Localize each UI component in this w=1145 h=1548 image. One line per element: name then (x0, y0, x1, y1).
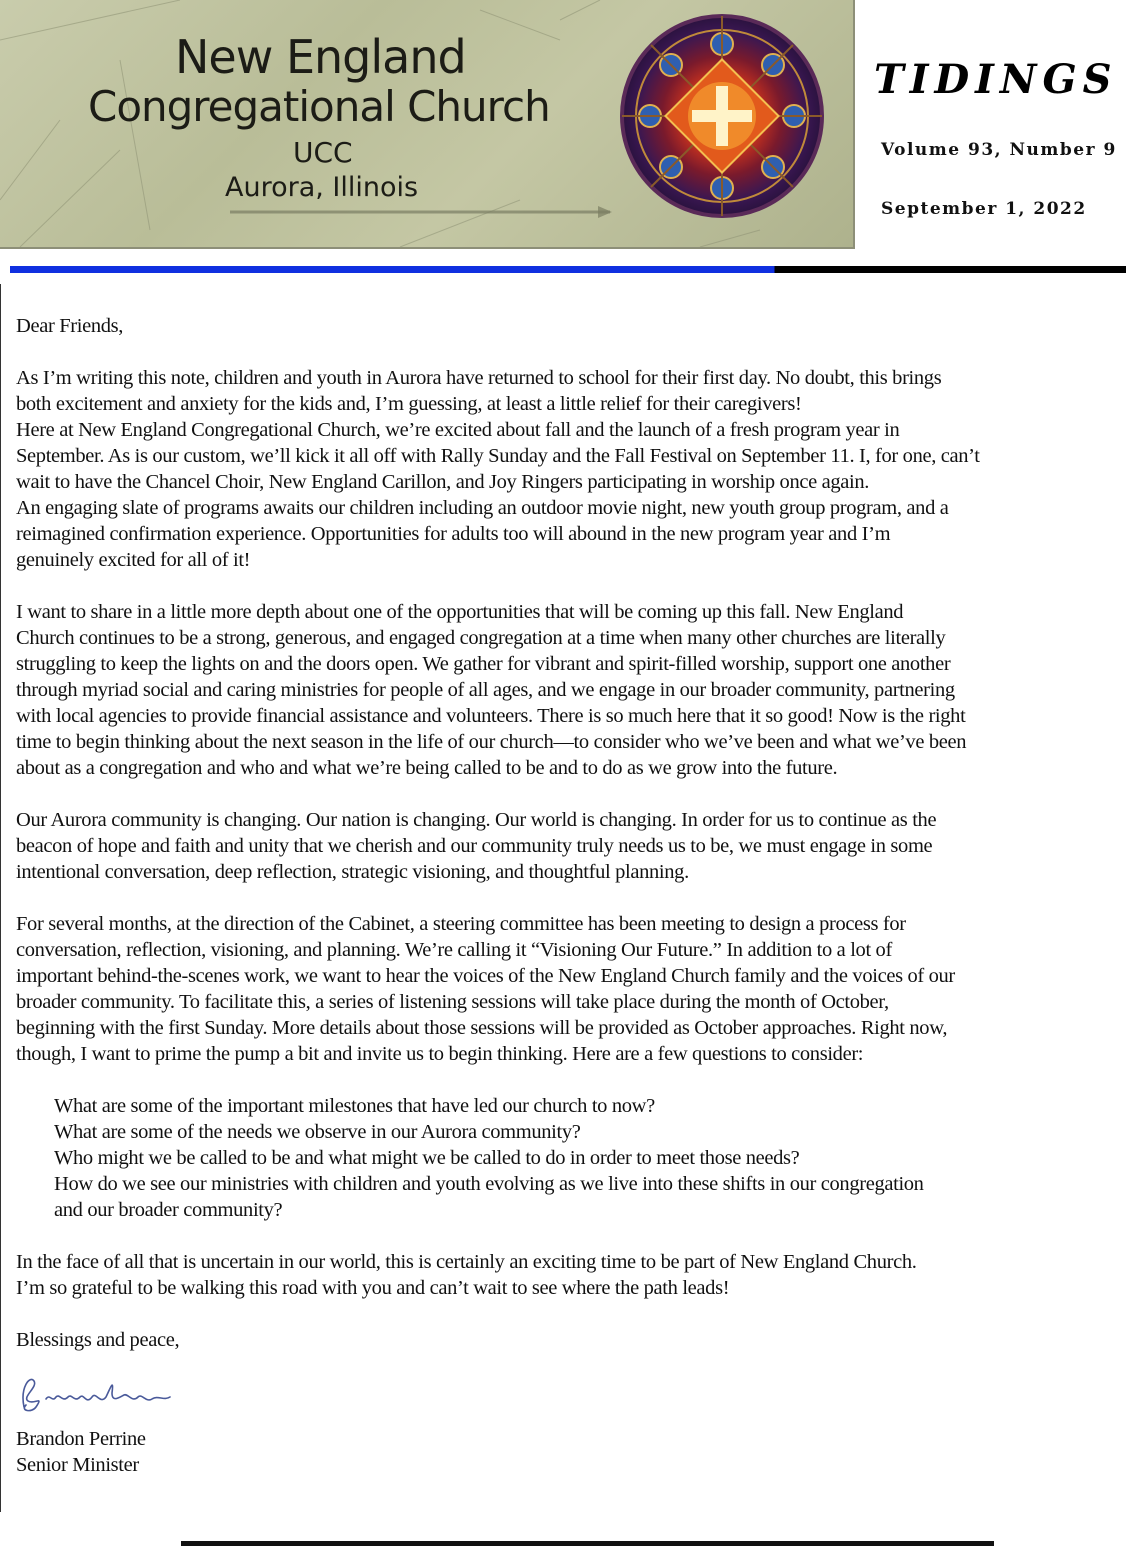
text-line: reimagined confirmation experience. Opportunities for adults too will abound in the new program year and I’m (16, 523, 891, 545)
paragraph-3 (16, 807, 1141, 885)
salutation: Dear Friends, (16, 315, 124, 337)
question-item: What are some of the needs we observe in our Aurora community? (54, 1121, 581, 1143)
text-line: through myriad social and caring ministries for people of all ages, and we engage in our broader community, partnering (16, 679, 955, 701)
paragraph-2 (16, 599, 1141, 781)
text-line: with local agencies to provide financial assistance and volunteers. There is so much here that it so good! Now is the right (16, 705, 966, 727)
church-location: Aurora, Illinois (225, 172, 419, 203)
church-banner (0, 0, 855, 249)
volume-number: Volume 93, Number 9 (881, 140, 1117, 160)
newsletter-title: TIDINGS (874, 56, 1118, 103)
text-line: For several months, at the direction of the Cabinet, a steering committee has been meeting to design a process for (16, 913, 906, 935)
issue-date: September 1, 2022 (881, 199, 1087, 219)
text-line: As I’m writing this note, children and youth in Aurora have returned to school for their first day. No doubt, this brings (16, 367, 942, 389)
text-line: In the face of all that is uncertain in our world, this is certainly an exciting time to be part of New England Church. (16, 1251, 917, 1273)
church-name-line2: Congregational Church (88, 82, 550, 131)
text-line: Church continues to be a strong, generous, and engaged congregation at a time when many other churches are literally (16, 627, 946, 649)
text-line: though, I want to prime the pump a bit and invite us to begin thinking. Here are a few questions to consider: (16, 1043, 864, 1065)
text-line: conversation, reflection, visioning, and planning. We’re calling it “Visioning Our Future.” In addition to a lot of (16, 939, 892, 961)
pastor-letter (16, 313, 1141, 1478)
author-title: Senior Minister (16, 1454, 139, 1476)
text-line: beacon of hope and faith and unity that we cherish and our community truly needs us to be, we must engage in some (16, 835, 933, 857)
question-item: What are some of the important milestones that have led our church to now? (54, 1095, 655, 1117)
text-line: genuinely excited for all of it! (16, 549, 251, 571)
text-line: time to begin thinking about the next season in the life of our church—to consider who we’ve been and what we’ve been (16, 731, 967, 753)
stained-glass-rose-window-icon (620, 14, 824, 218)
question-item: and our broader community? (54, 1199, 283, 1221)
question-item: How do we see our ministries with children and youth evolving as we live into these shifts in our congregation (54, 1173, 924, 1195)
paragraph-1 (16, 365, 1141, 573)
text-line: broader community. To facilitate this, a series of listening sessions will take place during the month of October, (16, 991, 889, 1013)
text-line: September. As is our custom, we’ll kick it all off with Rally Sunday and the Fall Festival on September 11. I, for one, can’t (16, 445, 980, 467)
header-divider (10, 266, 1126, 273)
text-line: An engaging slate of programs awaits our children including an outdoor movie night, new youth group program, and a (16, 497, 949, 519)
left-border-line (0, 284, 1, 1512)
author-name: Brandon Perrine (16, 1428, 146, 1450)
handwritten-signature (16, 1367, 176, 1419)
closing-paragraph (16, 1249, 1141, 1301)
text-line: struggling to keep the lights on and the doors open. We gather for vibrant and spirit-filled worship, support one another (16, 653, 951, 675)
text-line: wait to have the Chancel Choir, New England Carillon, and Joy Ringers participating in worship once again. (16, 471, 870, 493)
text-line: Our Aurora community is changing. Our nation is changing. Our world is changing. In order for us to continue as the (16, 809, 937, 831)
church-name-line1: New England (175, 30, 466, 84)
paragraph-4 (16, 911, 1141, 1067)
question-item: Who might we be called to be and what might we be called to do in order to meet those needs? (54, 1147, 800, 1169)
text-line: intentional conversation, deep reflection, strategic visioning, and thoughtful planning. (16, 861, 689, 883)
church-denomination: UCC (293, 136, 353, 169)
text-line: I want to share in a little more depth about one of the opportunities that will be coming up this fall. New England (16, 601, 904, 623)
text-line: both excitement and anxiety for the kids and, I’m guessing, at least a little relief for their caregivers! (16, 393, 802, 415)
signoff: Blessings and peace, (16, 1329, 180, 1351)
text-line: about as a congregation and who and what we’re being called to be and to do as we grow into the future. (16, 757, 838, 779)
text-line: I’m so grateful to be walking this road with you and can’t wait to see where the path leads! (16, 1277, 730, 1299)
question-list (16, 1093, 1141, 1223)
text-line: important behind-the-scenes work, we want to hear the voices of the New England Church family and the voices of our (16, 965, 955, 987)
text-line: Here at New England Congregational Church, we’re excited about fall and the launch of a fresh program year in (16, 419, 900, 441)
footer-divider (181, 1541, 994, 1546)
text-line: beginning with the first Sunday. More details about those sessions will be provided as October approaches. Right now, (16, 1017, 948, 1039)
